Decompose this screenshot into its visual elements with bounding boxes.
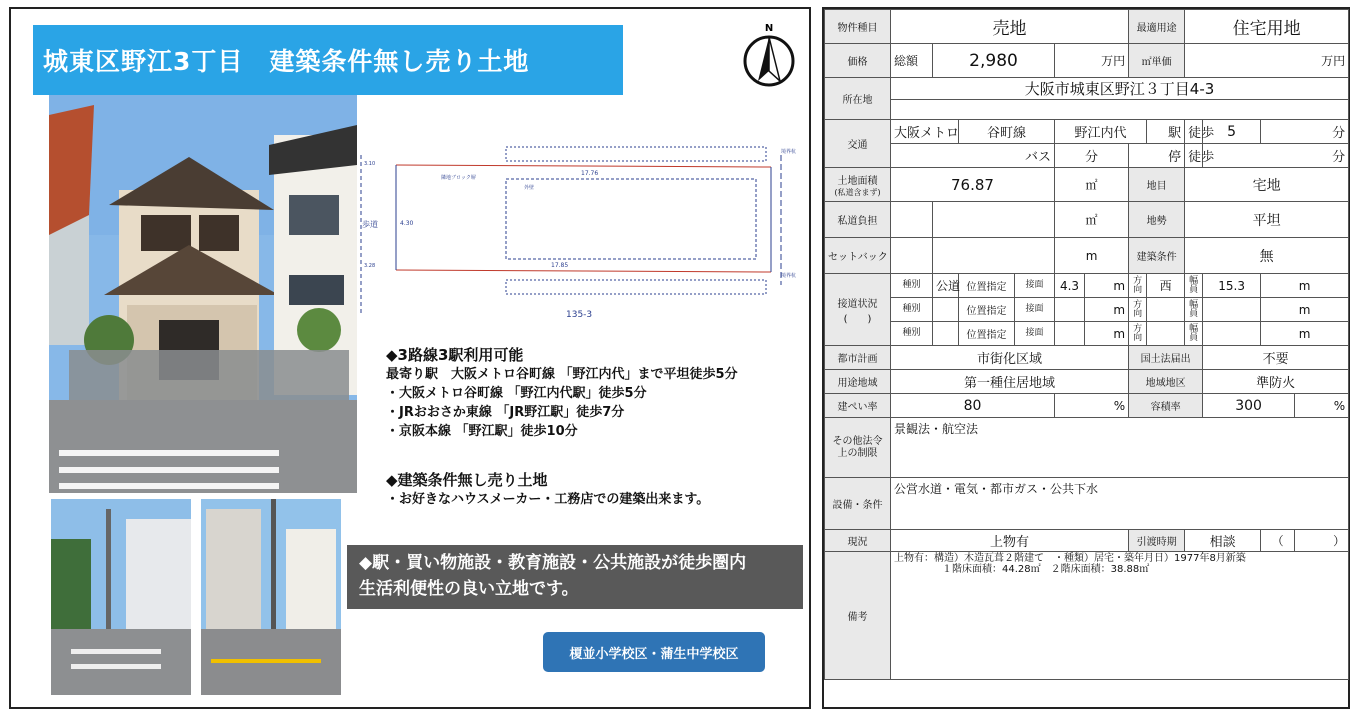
rail-company: 大阪メトロ — [891, 120, 959, 144]
frontage-label: 接面 — [1015, 274, 1055, 298]
zoning-value: 第一種住居地域 — [891, 370, 1129, 394]
bottom-dim: 17.85 — [551, 262, 569, 269]
dim-b: 3.28 — [364, 263, 376, 269]
city-plan-label: 都市計画 — [825, 346, 891, 370]
highlight-box — [347, 545, 803, 609]
land-notice-value: 不要 — [1203, 346, 1349, 370]
road-kind-label: 種別 — [891, 298, 933, 322]
spec-table — [824, 9, 1349, 680]
address-value: 大阪市城東区野江３丁目4-3 — [891, 78, 1349, 100]
road-width-unit: m — [1261, 274, 1349, 298]
unit-price-label: ㎡単価 — [1129, 44, 1185, 78]
handover-value: 相談 — [1185, 530, 1261, 552]
road-kind-value: 公道 — [933, 274, 959, 298]
street-photo-2 — [201, 499, 341, 695]
spec-sheet — [822, 7, 1350, 709]
road-access-title: 接道状況 — [837, 298, 878, 310]
frontage-unit: m — [1085, 298, 1129, 322]
facilities-value: 公営水道・電気・都市ガス・公共下水 — [891, 478, 1349, 530]
bus-minutes-unit: 分 — [1055, 144, 1129, 168]
remarks-cell — [891, 552, 1349, 680]
total-label: 総額 — [891, 44, 933, 78]
plan-note-1: 隣地ブロック塀 — [441, 175, 476, 181]
private-road-unit: ㎡ — [1055, 202, 1129, 238]
access-line: ・大阪メトロ谷町線 「野江内代駅」徒歩5分 — [386, 386, 647, 401]
coverage-ratio-value: 80 — [891, 394, 1055, 418]
road-width-label: 幅員 — [1185, 274, 1203, 298]
station-suffix: 駅 — [1147, 120, 1185, 144]
flyer-panel — [9, 7, 811, 709]
school-district-badge: 榎並小学校区・蒲生中学校区 — [543, 632, 765, 672]
floor-area-ratio-unit: % — [1295, 394, 1349, 418]
frontage-label: 接面 — [1015, 298, 1055, 322]
land-area-value: 76.87 — [891, 168, 1055, 202]
district-value: 準防火 — [1203, 370, 1349, 394]
coverage-ratio-unit: % — [1055, 394, 1129, 418]
private-road-label: 私道負担 — [825, 202, 891, 238]
coverage-ratio-label: 建ぺい率 — [825, 394, 891, 418]
road-width-label: 幅員 — [1185, 298, 1203, 322]
top-dim: 17.76 — [581, 170, 599, 177]
plan-note-4: 境界杭 — [781, 273, 797, 279]
site-plan-drawing — [356, 145, 808, 323]
bus-label: バス — [891, 144, 1055, 168]
bus-stop-suffix: 停 — [1129, 144, 1185, 168]
use-value: 住宅用地 — [1185, 10, 1349, 44]
direction-label: 方向 — [1129, 298, 1147, 322]
access-heading: ◆3路線3駅利用可能 — [386, 346, 524, 364]
position-designation-label: 位置指定 — [959, 298, 1015, 322]
district-label: 地域地区 — [1129, 370, 1203, 394]
access-section — [386, 346, 806, 441]
house-photo — [49, 95, 357, 493]
svg-text:N: N — [764, 23, 774, 34]
road-width-unit: m — [1261, 298, 1349, 322]
land-category-value: 宅地 — [1185, 168, 1349, 202]
land-area-label — [825, 168, 891, 202]
zoning-label: 用途地域 — [825, 370, 891, 394]
land-area-note: (私道含まず) — [834, 187, 881, 197]
terrain-label: 地勢 — [1129, 202, 1185, 238]
direction-value: 西 — [1147, 274, 1185, 298]
build-condition-value: 無 — [1185, 238, 1349, 274]
terrain-value: 平坦 — [1185, 202, 1349, 238]
frontage-unit: m — [1085, 322, 1129, 346]
city-plan-value: 市街化区域 — [891, 346, 1129, 370]
status-value: 上物有 — [891, 530, 1129, 552]
land-notice-label: 国土法届出 — [1129, 346, 1203, 370]
use-label: 最適用途 — [1129, 10, 1185, 44]
bus-walk-label: 徒歩 — [1185, 144, 1203, 168]
handover-label: 引渡時期 — [1129, 530, 1185, 552]
rail-line: 谷町線 — [959, 120, 1055, 144]
walk-minutes: 5 — [1203, 120, 1261, 144]
type-value: 売地 — [891, 10, 1129, 44]
front-dim: 4.30 — [400, 220, 414, 227]
position-designation-label: 位置指定 — [959, 322, 1015, 346]
remarks-line-2: １階床面積：44.28㎡ ２階床面積：38.88㎡ — [942, 564, 1150, 575]
page-title: 城東区野江3丁目 建築条件無し売り土地 — [33, 25, 623, 95]
other-law-label: その他法令上の制限 — [825, 418, 891, 478]
road-width-label: 幅員 — [1185, 322, 1203, 346]
highlight-line-1: ◆駅・買い物施設・教育施設・公共施設が徒歩圏内 — [359, 553, 747, 573]
frontage-value: 4.3 — [1055, 274, 1085, 298]
access-line: ・JRおおさか東線 「JR野江駅」徒歩7分 — [386, 405, 625, 420]
plan-note-3: 境界杭 — [781, 149, 797, 155]
road-width-unit: m — [1261, 322, 1349, 346]
handover-paren-close: ） — [1295, 530, 1349, 552]
bus-walk-unit: 分 — [1203, 144, 1349, 168]
walkway-label: 歩道 — [362, 220, 378, 229]
address-label: 所在地 — [825, 78, 891, 120]
lot-number: 135-3 — [566, 310, 593, 320]
price-unit: 万円 — [1055, 44, 1129, 78]
transport-label: 交通 — [825, 120, 891, 168]
remarks-line-1: 上物有：構造）木造瓦葺２階建て ・種類）居宅・築年月日）1977年8月新築 — [894, 553, 1246, 564]
condition-heading: ◆建築条件無し売り土地 — [386, 471, 548, 489]
direction-label: 方向 — [1129, 274, 1147, 298]
plan-note-2: 外壁 — [524, 185, 535, 191]
road-access-paren: ( ) — [843, 313, 872, 325]
road-access-label — [825, 274, 891, 346]
other-law-value: 景観法・航空法 — [891, 418, 1349, 478]
price-value: 2,980 — [933, 44, 1055, 78]
status-label: 現況 — [825, 530, 891, 552]
setback-unit: m — [1055, 238, 1129, 274]
minutes-unit: 分 — [1261, 120, 1349, 144]
station-name: 野江内代 — [1055, 120, 1147, 144]
compass-icon — [739, 19, 799, 89]
street-photo-1 — [51, 499, 191, 695]
frontage-unit: m — [1085, 274, 1129, 298]
dim-a: 3.10 — [364, 161, 376, 167]
facilities-label: 設備・条件 — [825, 478, 891, 530]
floor-area-ratio-label: 容積率 — [1129, 394, 1203, 418]
position-designation-label: 位置指定 — [959, 274, 1015, 298]
land-area-title: 土地面積 — [837, 175, 878, 187]
road-kind-label: 種別 — [891, 274, 933, 298]
handover-paren-open: （ — [1261, 530, 1295, 552]
nearest-station: 最寄り駅 大阪メトロ谷町線 「野江内代」まで平坦徒歩5分 — [386, 367, 738, 382]
floor-area-ratio-value: 300 — [1203, 394, 1295, 418]
build-condition-label: 建築条件 — [1129, 238, 1185, 274]
road-width-value: 15.3 — [1203, 274, 1261, 298]
unit-price-unit: 万円 — [1185, 44, 1349, 78]
land-category-label: 地目 — [1129, 168, 1185, 202]
access-line: ・京阪本線 「野江駅」徒歩10分 — [386, 424, 578, 439]
price-label: 価格 — [825, 44, 891, 78]
setback-label: セットバック — [825, 238, 891, 274]
land-area-unit: ㎡ — [1055, 168, 1129, 202]
type-label: 物件種目 — [825, 10, 891, 44]
highlight-line-2: 生活利便性の良い立地です。 — [359, 579, 579, 599]
walk-label: 徒歩 — [1185, 120, 1203, 144]
frontage-label: 接面 — [1015, 322, 1055, 346]
condition-text: ・お好きなハウスメーカー・工務店での建築出来ます。 — [386, 492, 710, 507]
remarks-label: 備考 — [825, 552, 891, 680]
direction-label: 方向 — [1129, 322, 1147, 346]
road-kind-label: 種別 — [891, 322, 933, 346]
condition-section — [386, 471, 806, 509]
